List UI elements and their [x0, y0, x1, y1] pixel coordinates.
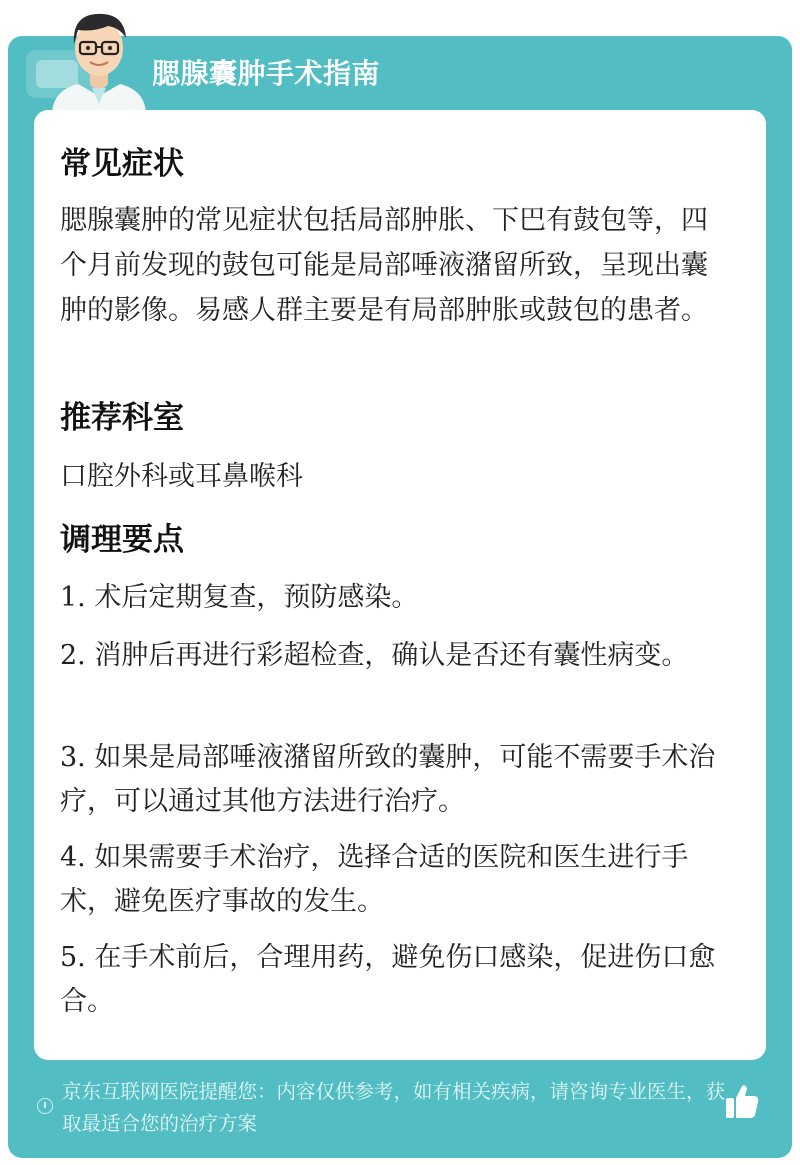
care-item-number: 3. [60, 742, 86, 773]
care-item [60, 836, 730, 924]
care-item [60, 736, 730, 824]
care-item-text: 如果需要手术治疗，选择合适的医院和医生进行手术，避免医疗事故的发生。 [60, 842, 689, 917]
symptoms-text: 腮腺囊肿的常见症状包括局部肿胀、下巴有鼓包等，四个月前发现的鼓包可能是局部唾液潴留所致，呈现出囊肿的影像。易感人群主要是有局部肿胀或鼓包的患者。 [60, 205, 708, 326]
care-item [60, 936, 730, 1024]
care-item-text: 术后定期复查，预防感染。 [94, 582, 419, 613]
section-title-symptoms: 常见症状 [60, 146, 184, 182]
section-title-care: 调理要点 [60, 522, 184, 558]
care-item-number: 2. [60, 640, 86, 671]
info-icon [37, 1098, 53, 1114]
footer-disclaimer: 京东互联网医院提醒您：内容仅供参考，如有相关疾病，请咨询专业医生，获取最适合您的治疗方案 [62, 1080, 726, 1135]
care-item-text: 消肿后再进行彩超检查，确认是否还有囊性病变。 [94, 640, 689, 671]
content-card [34, 110, 766, 1060]
doctor-avatar [44, 4, 154, 112]
department-text: 口腔外科或耳鼻喉科 [60, 461, 303, 492]
care-item-number: 5. [60, 942, 86, 973]
care-item-text: 在手术前后，合理用药，避免伤口感染，促进伤口愈合。 [60, 942, 716, 1017]
thumbs-up-icon[interactable] [724, 1082, 760, 1120]
care-item-text: 如果是局部唾液潴留所致的囊肿，可能不需要手术治疗，可以通过其他方法进行治疗。 [60, 742, 716, 817]
care-item-number: 1. [60, 582, 86, 613]
care-item [60, 576, 730, 620]
section-title-department: 推荐科室 [60, 400, 184, 436]
care-item-number: 4. [60, 842, 86, 873]
care-item [60, 634, 730, 678]
page-title: 腮腺囊肿手术指南 [152, 57, 381, 90]
